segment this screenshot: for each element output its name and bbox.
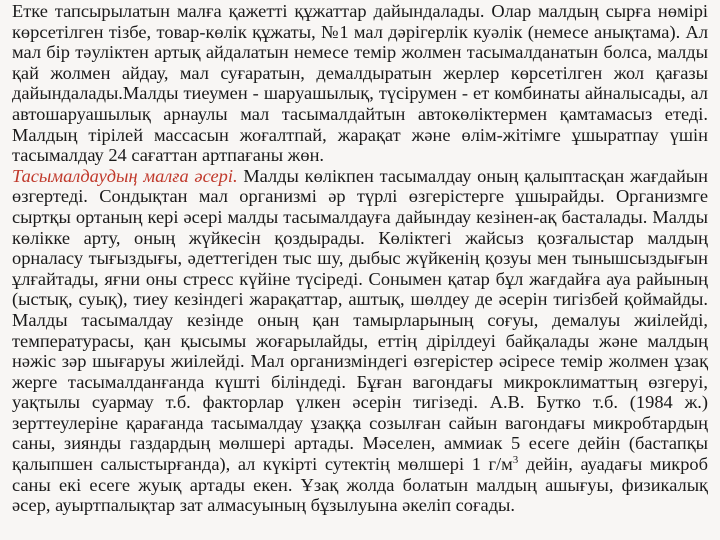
paragraph-1: Етке тапсырылатын малға қажетті құжаттар дайындалады. Олар малдың сырға нөмірі көрсетілген тізбе, товар-көлік құжаты, №1 мал дәрігерлік куәлік (немесе анықтама). Ал мал бір тәуліктен артық айдалатын немесе темір жолмен тасымалданатын болса, малды қай жолмен айдау, мал суғаратын, демалдыратын жерлер көрсетілген жол қағазы дайындалады.Малды тиеумен - шаруашылық, түсірумен - ет комбинаты айналысады, ал автошаруашылық арнаулы мал тасымалдайтын автокөліктермен қамтамасыз етеді. Малдың тірілей массасын жоғалтпай, жарақат және өлім-жітімге ұшыратпау үшін тасымалдау 24 сағаттан артпағаны жөн. bbox=[12, 1, 708, 166]
section-lead-heading: Тасымалдаудың малға әсері. bbox=[12, 165, 238, 186]
paragraph-2 bbox=[12, 166, 708, 516]
paragraph-2-text-a: Малды көлікпен тасымалдау оның қалыптасқан жағдайын өзгертеді. Сондықтан мал организмі әр түрлі өзгерістерге ұшырайды. Организмге сыртқы ортаның кері әсері малды тасымалдауға дайындау кезінен-ақ басталады. Малды көлікке арту, оның жүйкесін қоздырады. Көліктегі жайсыз қозғалыстар малдың орналасу тығыздығы, әдеттегіден тыс шу, дыбыс жүйкенің қозуы мен тынышсыздығын ұлғайтады, яғни оны стресс күйіне түсіреді. Сонымен қатар бұл жағдайға ауа райының (ыстық, суық), тиеу кезіндегі жарақаттар, аштық, шөлдеу де әсерін тигізбей қоймайды. Малды тасымалдау кезінде оның қан тамырларының соғуы, демалуы жиілейді, температурасы, қан қысымы жоғарылайды, еттің дірілдеуі байқалады және малдың нәжіс зәр шығаруы жиілейді. Мал организміндегі өзгерістер әсіресе темір жолмен ұзақ жерге тасымалданғанда күшті біліндеді. Бұған вагондағы микроклиматтың өзгеруі, уақтылы суармау т.б. факторлар үлкен әсерін тигізеді. А.В. Бутко т.б. (1984 ж.) зерттеулеріне қарағанда тасымалдау ұзаққа созылған сайын вагондағы микробтардың саны, зиянды газдардың мөлшері артады. Мәселен, аммиак 5 есеге дейін (бастапқы қалыпшен салыстырғанда), ал күкірті сутектің мөлшері 1 г/м bbox=[12, 165, 708, 475]
paragraph-2-text-b: дейін, ауадағы микроб саны екі есеге жуық артады екен. Ұзақ жолда болатын малдың ашығуы, физикалық әсер, ауыртпалықтар зат алмасуының бұзылуына әкеліп соғады. bbox=[12, 454, 708, 516]
unit-superscript: 3 bbox=[512, 453, 519, 466]
